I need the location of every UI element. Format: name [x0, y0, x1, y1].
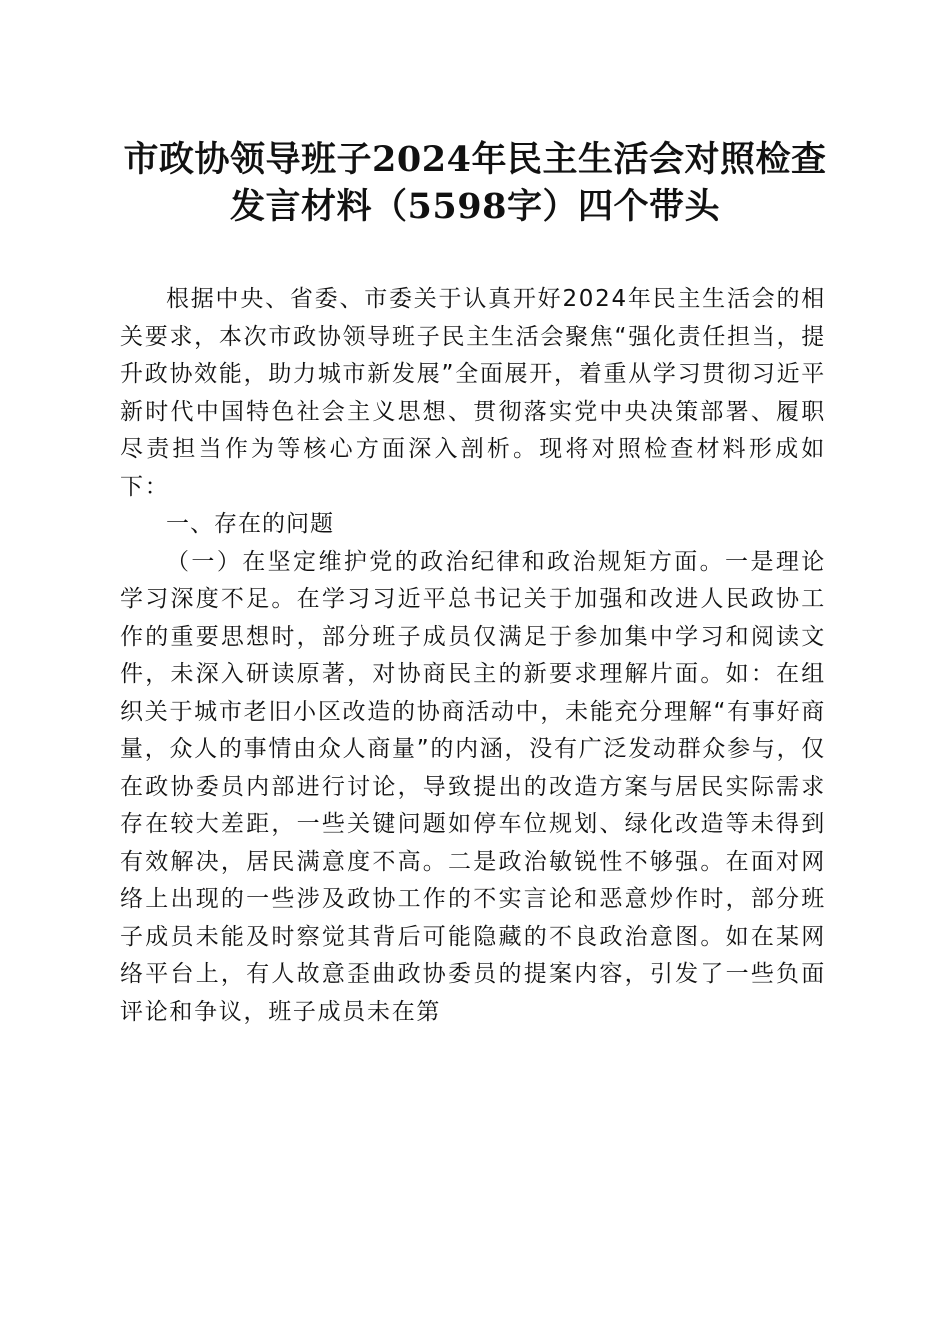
- title-line-2: 发言材料（5598字）四个带头: [230, 186, 720, 227]
- document-body: [120, 281, 826, 1031]
- body-paragraph: （一）在坚定维护党的政治纪律和政治规矩方面。一是理论学习深度不足。在学习习近平总书记关于加强和改进人民政协工作的重要思想时，部分班子成员仅满足于参加集中学习和阅读文件，未深入研读原著，对协商民主的新要求理解片面。如：在组织关于城市老旧小区改造的协商活动中，未能充分理解“有事好商量，众人的事情由众人商量”的内涵，没有广泛发动群众参与，仅在政协委员内部进行讨论，导致提出的改造方案与居民实际需求存在较大差距，一些关键问题如停车位规划、绿化改造等未得到有效解决，居民满意度不高。二是政治敏锐性不够强。在面对网络上出现的一些涉及政协工作的不实言论和恶意炒作时，部分班子成员未能及时察觉其背后可能隐藏的不良政治意图。如在某网络平台上，有人故意歪曲政协委员的提案内容，引发了一些负面评论和争议，班子成员未在第: [120, 548, 826, 1025]
- section-heading: 一、存在的问题: [166, 511, 334, 537]
- document-title: [110, 136, 840, 230]
- title-line-1: 市政协领导班子2024年民主生活会对照检查: [123, 139, 827, 180]
- intro-paragraph: 根据中央、省委、市委关于认真开好2024年民主生活会的相关要求，本次市政协领导班子民主生活会聚焦“强化责任担当，提升政协效能，助力城市新发展”全面展开，着重从学习贯彻习近平新时代中国特色社会主义思想、贯彻落实党中央决策部署、履职尽责担当作为等核心方面深入剖析。现将对照检查材料形成如下：: [120, 286, 826, 500]
